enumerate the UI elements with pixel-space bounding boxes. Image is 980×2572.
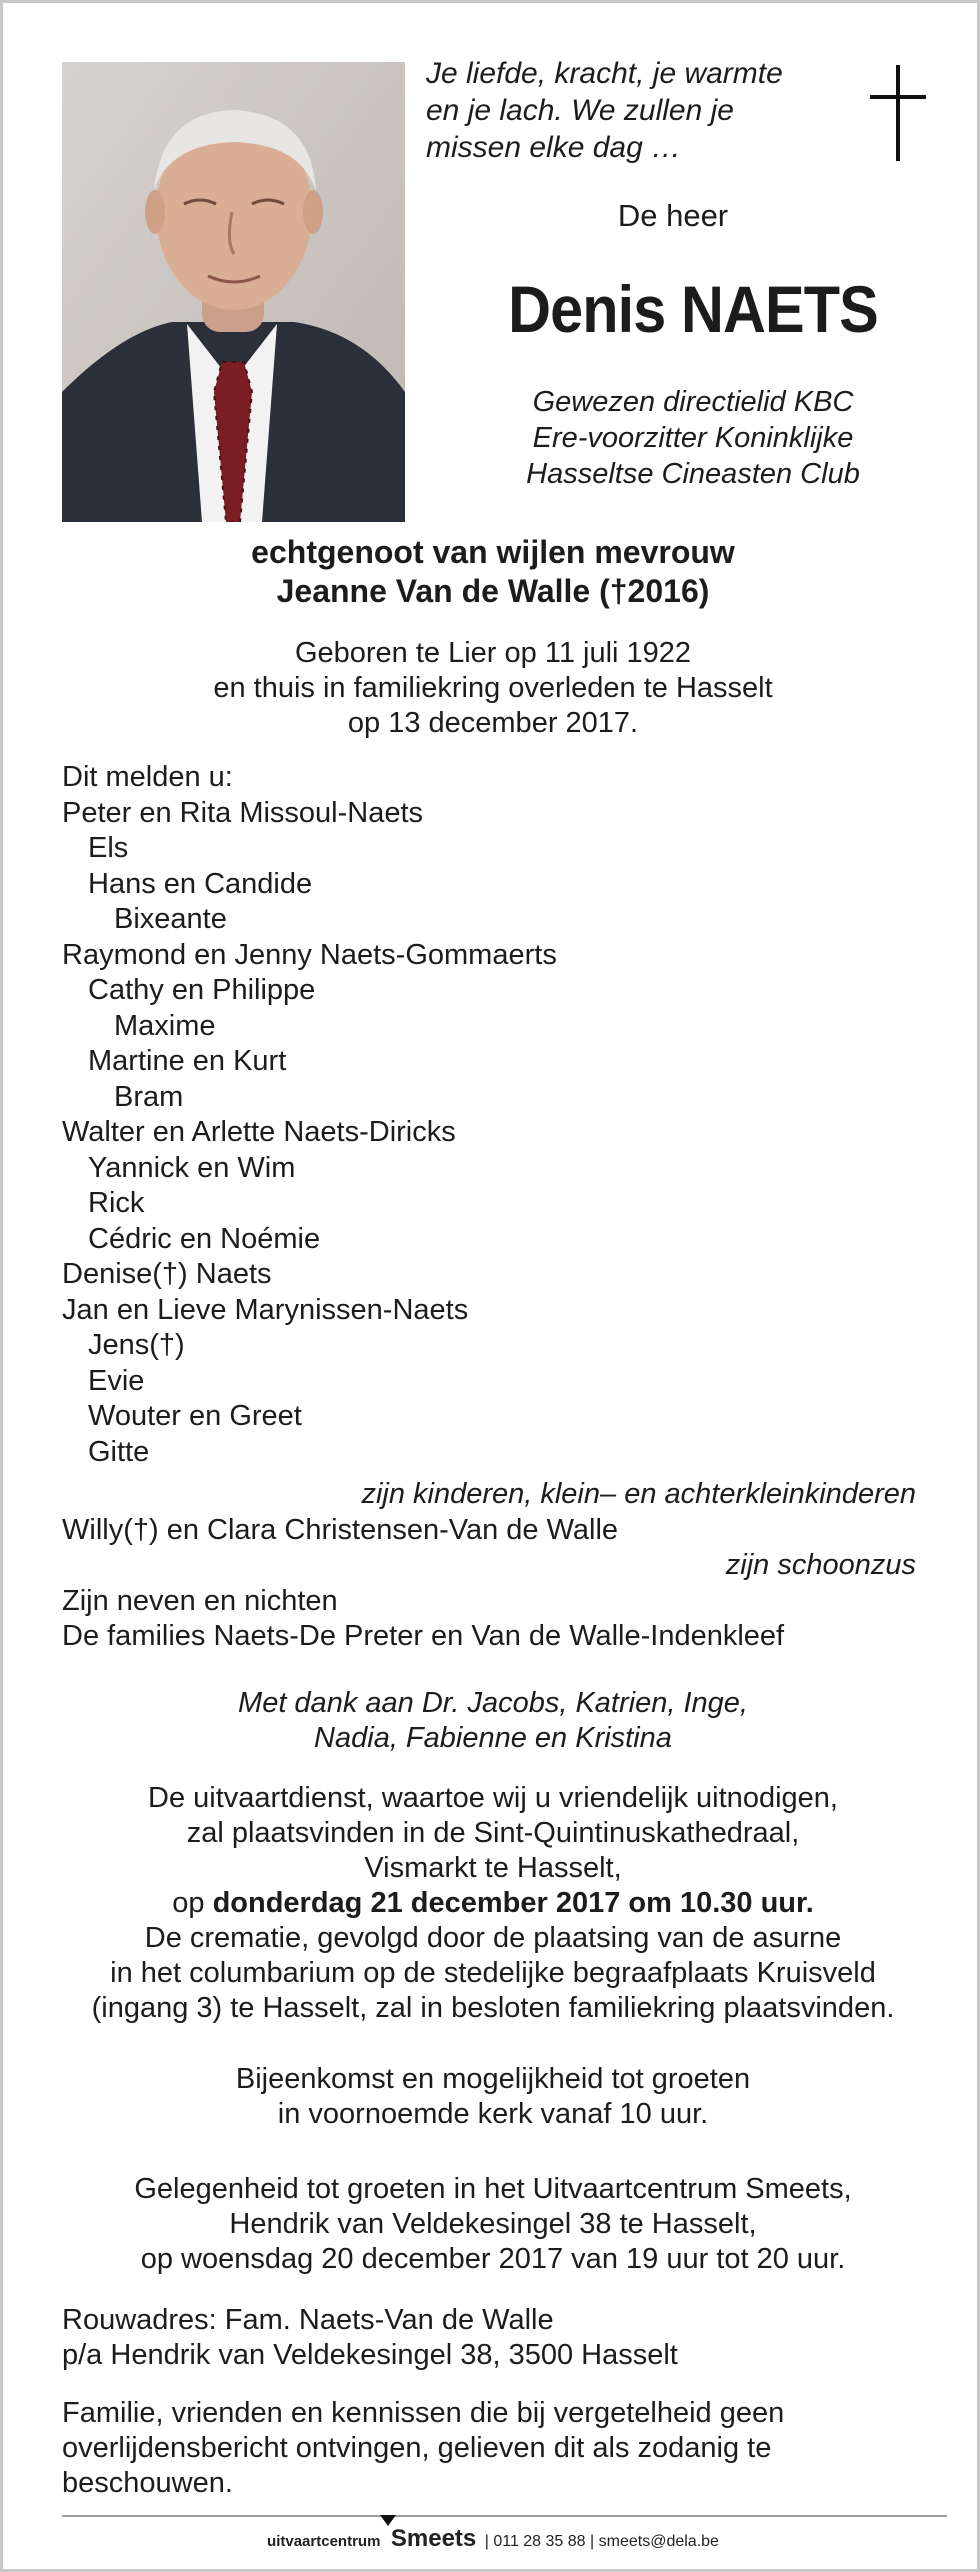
in-law-line: Willy(†) en Clara Christensen-Van de Walle: [62, 1514, 619, 1546]
footer-divider: [62, 2515, 947, 2517]
service-line: in het columbarium op de stedelijke begraafplaats Kruisveld: [110, 1957, 876, 1989]
family-intro: Dit melden u:: [62, 761, 233, 793]
family-member: Gitte: [88, 1435, 150, 1468]
service-line: zal plaatsvinden in de Sint-Quintinuskathedraal,: [186, 1817, 800, 1849]
title-line: Hasseltse Cineasten Club: [526, 458, 860, 490]
family-member: Cathy en Philippe: [88, 974, 316, 1006]
funeral-service-info: [43, 1781, 943, 2026]
address-line: p/a Hendrik van Veldekesingel 38, 3500 Hasselt: [62, 2339, 678, 2371]
cross-icon: [870, 65, 926, 161]
family-member: Peter en Rita Missoul-Naets: [62, 796, 424, 829]
deceased-titles: [443, 384, 943, 492]
service-line: Vismarkt te Hasselt,: [364, 1852, 622, 1884]
quote-line: Je liefde, kracht, je warmte: [426, 57, 783, 90]
deceased-name: Denis NAETS: [508, 272, 878, 346]
service-line: (ingang 3) te Hasselt, zal in besloten familiekring plaatsvinden.: [91, 1992, 895, 2024]
notice-line: Familie, vrienden en kennissen die bij vergetelheid geen: [62, 2397, 785, 2429]
visitation-line: Gelegenheid tot groeten in het Uitvaartcentrum Smeets,: [134, 2173, 852, 2205]
address-line: Rouwadres: Fam. Naets-Van de Walle: [62, 2304, 554, 2336]
family-member: Evie: [88, 1364, 145, 1397]
birth-line: en thuis in familiekring overleden te Hasselt: [213, 672, 773, 704]
visitation-info: [43, 2172, 943, 2277]
family-member: Denise(†) Naets: [62, 1258, 272, 1290]
mourning-address: [62, 2303, 678, 2373]
portrait-photo: [62, 62, 405, 522]
thanks-line: Met dank aan Dr. Jacobs, Katrien, Inge,: [238, 1687, 748, 1719]
service-date-bold: donderdag 21 december 2017 om 10.30 uur.: [212, 1887, 814, 1919]
footer-separator: |: [590, 2533, 595, 2550]
family-member: Raymond en Jenny Naets-Gommaerts: [62, 938, 557, 971]
spouse-line: Jeanne Van de Walle (†2016): [276, 573, 710, 609]
service-date-prefix: op: [172, 1887, 205, 1919]
in-law-caption: zijn schoonzus: [725, 1549, 916, 1581]
spouse-info: [43, 533, 943, 611]
family-member: Jan en Lieve Marynissen-Naets: [62, 1293, 469, 1326]
family-member: Jens(†): [88, 1329, 185, 1361]
family-member: Bram: [114, 1080, 184, 1113]
footer-phone[interactable]: 011 28 35 88: [493, 2533, 586, 2550]
families-line: De families Naets-De Preter en Van de Walle-Indenkleef: [62, 1620, 785, 1652]
children-caption: zijn kinderen, klein– en achterkleinkinderen: [361, 1478, 916, 1510]
quote-line: missen elke dag …: [426, 131, 682, 164]
family-member: Rick: [88, 1187, 145, 1219]
family-member: Maxime: [114, 1009, 216, 1042]
birth-death-info: [43, 636, 943, 741]
quote-line: en je lach. We zullen je: [426, 94, 734, 127]
footer-separator: |: [484, 2533, 489, 2550]
family-member: Cédric en Noémie: [88, 1222, 321, 1255]
notice-text: [62, 2396, 784, 2501]
gathering-line: in voornoemde kerk vanaf 10 uur.: [277, 2098, 709, 2130]
title-line: Ere-voorzitter Koninklijke: [532, 422, 854, 454]
spouse-line: echtgenoot van wijlen mevrouw: [251, 534, 735, 570]
service-date: [43, 1886, 943, 1921]
birth-line: Geboren te Lier op 11 juli 1922: [294, 637, 692, 669]
cousins-line: Zijn neven en nichten: [62, 1585, 338, 1617]
portrait-image: [62, 62, 405, 522]
notice-line: beschouwen.: [62, 2467, 233, 2499]
thanks-line: Nadia, Fabienne en Kristina: [314, 1722, 672, 1754]
family-member: Bixeante: [114, 903, 227, 935]
family-member: Yannick en Wim: [88, 1151, 296, 1184]
honorific: De heer: [617, 198, 729, 233]
visitation-line: op woensdag 20 december 2017 van 19 uur tot 20 uur.: [140, 2243, 846, 2275]
footer-logo: Smeets: [390, 2525, 477, 2552]
gathering-info: [43, 2062, 943, 2132]
family-member: Wouter en Greet: [88, 1400, 302, 1432]
family-list: [62, 760, 557, 1470]
visitation-line: Hendrik van Veldekesingel 38 te Hasselt,: [229, 2208, 757, 2240]
family-member: Hans en Candide: [88, 867, 313, 900]
funeral-home-footer: [3, 2525, 980, 2553]
birth-line: op 13 december 2017.: [347, 707, 639, 739]
thanks-note: [43, 1686, 943, 1756]
gathering-line: Bijeenkomst en mogelijkheid tot groeten: [235, 2063, 751, 2095]
family-member: Martine en Kurt: [88, 1045, 287, 1077]
family-member: Walter en Arlette Naets-Diricks: [62, 1116, 456, 1148]
footer-brand: uitvaartcentrum: [267, 2533, 381, 2550]
notice-line: overlijdensbericht ontvingen, gelieven dit als zodanig te: [62, 2432, 772, 2464]
service-line: De uitvaartdienst, waartoe wij u vriendelijk uitnodigen,: [148, 1782, 838, 1814]
memorial-quote: [426, 55, 826, 166]
footer-email[interactable]: smeets@dela.be: [598, 2533, 719, 2550]
family-member: Els: [88, 832, 129, 864]
title-line: Gewezen directielid KBC: [532, 386, 854, 418]
service-line: De crematie, gevolgd door de plaatsing van de asurne: [144, 1922, 842, 1954]
